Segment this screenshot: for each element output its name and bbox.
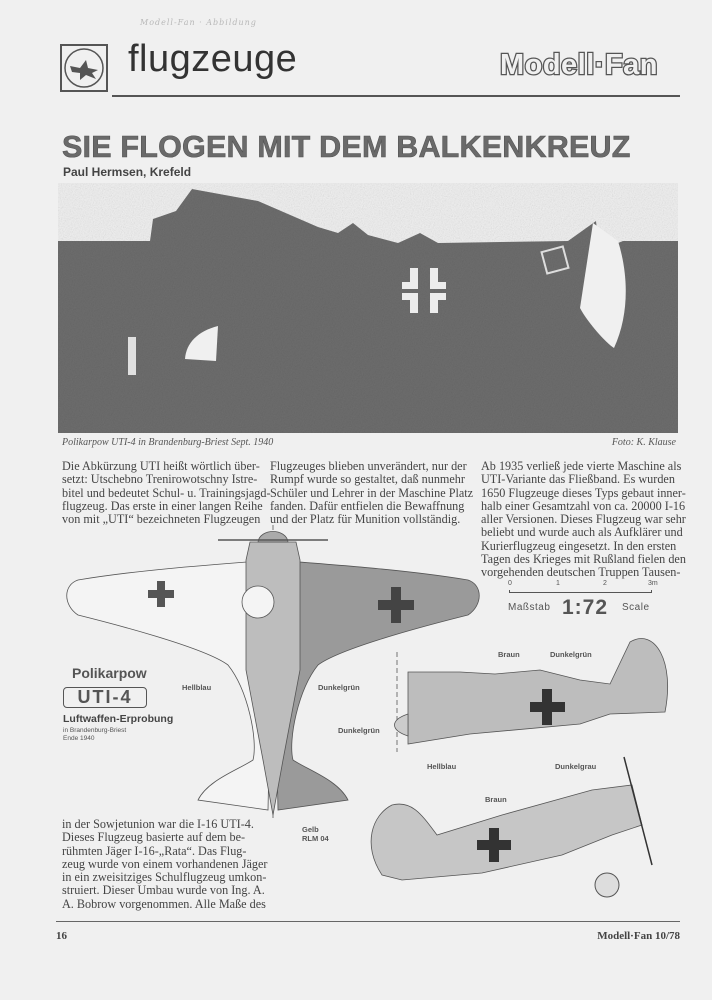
article-author: Paul Hermsen, Krefeld [63, 165, 192, 179]
text-column-3-top [481, 460, 686, 580]
text-line: aller Versionen. Dieses Flugzeug war sehr [481, 512, 686, 527]
text-line: Flugzeuges blieben unverändert, nur der [270, 459, 467, 473]
section-logo [60, 44, 108, 92]
page-number: 16 [56, 930, 67, 942]
text-line: von mit „UTI“ bezeichneten Flugzeugen [62, 512, 261, 527]
person-figure [128, 337, 136, 375]
location-line: in Brandenburg-Briest [63, 727, 127, 734]
color-label: Dunkelgrün [550, 650, 592, 659]
scale-label-de: Maßstab [508, 602, 551, 613]
text-line: bitel und bedeutet Schul- u. Trainingsjagd- [62, 485, 271, 500]
text-line: A. Bobrow vorgenommen. Alle Maße des [62, 896, 266, 911]
article-headline: SIE FLOGEN MIT DEM BALKENKREUZ [62, 130, 631, 164]
color-label: Dunkelgrün [338, 726, 380, 735]
text-line: Kurierflugzeug eingesetzt. In den ersten [481, 538, 677, 553]
text-line: und der Platz für Munition vollständig. [270, 512, 461, 527]
text-line: Dieses Flugzeug basierte auf dem be- [62, 830, 246, 845]
scale-tick: 2 [603, 580, 607, 587]
magazine-logo [478, 46, 680, 82]
color-label: Hellblau [427, 762, 457, 771]
scale-ruler [509, 590, 652, 593]
text-column-1-bottom [62, 818, 267, 911]
color-label: Braun [498, 650, 520, 659]
scale-tick: 3m [648, 580, 658, 587]
text-line: Rumpf wurde so gestaltet, daß nunmehr [270, 472, 465, 487]
text-line: vorgehenden deutschen Truppen Tausen- [481, 565, 681, 580]
text-line: struiert. Dieser Umbau wurde von Ing. A. [62, 883, 265, 898]
text-line: setzt: Utschebno Trenirowotschny Istre- [62, 472, 258, 487]
photo-credit: Foto: K. Klause [611, 437, 676, 448]
text-line: Tagen des Krieges mit Rußland fielen den [481, 552, 686, 567]
color-label: RLM 04 [302, 834, 329, 843]
scale-ratio: 1:72 [562, 596, 609, 619]
scale-tick: 1 [556, 580, 560, 587]
text-line: rühmten Jäger I-16-„Rata“. Das Flug- [62, 843, 247, 858]
text-line: Ab 1935 verließ jede vierte Maschine als [481, 459, 682, 473]
text-line: 1650 Flugzeuge dieses Typs gebaut inner- [481, 485, 686, 500]
location-line: Ende 1940 [63, 734, 95, 742]
handwritten-note: Modell-Fan · Abbildung [140, 18, 257, 27]
text-line: in der Sowjetunion war die I-16 UTI-4. [62, 817, 254, 831]
color-label: Hellblau [182, 683, 212, 692]
footer-divider [56, 921, 680, 922]
color-label: Braun [485, 795, 507, 804]
scale-bar [500, 580, 680, 620]
text-line: fanden. Dafür entfielen die Bewaffnung [270, 498, 465, 513]
aircraft-subtitle: Luftwaffen-Erprobung [63, 713, 174, 725]
text-line: halb einer Gesamtzahl von ca. 20000 I-16 [481, 498, 686, 513]
magazine-logo-text: Modell·Fan [499, 49, 659, 81]
aircraft-maker: Polikarpow [72, 665, 147, 681]
text-line: flugzeug. Das erste in einer langen Reihe [62, 498, 263, 513]
text-line: UTI-Variante das Fließband. Es wurden [481, 472, 675, 487]
text-column-2-top [270, 460, 473, 526]
text-line: in ein zweisitziges Schulflugzeug umkon- [62, 870, 267, 885]
aircraft-photo [58, 183, 678, 433]
photo-caption: Polikarpow UTI-4 in Brandenburg-Briest Sept. 1940 [62, 437, 274, 448]
text-line: Die Abkürzung UTI heißt wörtlich über- [62, 459, 260, 473]
text-line: beliebt und wurde auch als Aufklärer und [481, 525, 683, 540]
issue-label: Modell·Fan 10/78 [597, 930, 680, 942]
text-column-1-top [62, 460, 271, 526]
scale-label-en: Scale [622, 602, 650, 613]
text-line: Schüler und Lehrer in der Maschine Platz [270, 485, 474, 500]
text-line: zeug wurde von einem vorhandenen Jäger [62, 856, 268, 871]
color-label: Gelb [302, 825, 319, 834]
section-title: flugzeuge [128, 38, 298, 80]
header-divider [112, 95, 680, 97]
scale-tick: 0 [508, 580, 512, 587]
side-view-angled-drawing [362, 755, 662, 905]
aircraft-location [63, 727, 126, 742]
aircraft-model: UTI-4 [63, 687, 147, 708]
color-label: Dunkelgrün [318, 683, 360, 692]
aircraft-emblem-icon [62, 46, 106, 90]
side-view-drawing [380, 632, 680, 752]
color-label: Dunkelgrau [555, 762, 597, 771]
